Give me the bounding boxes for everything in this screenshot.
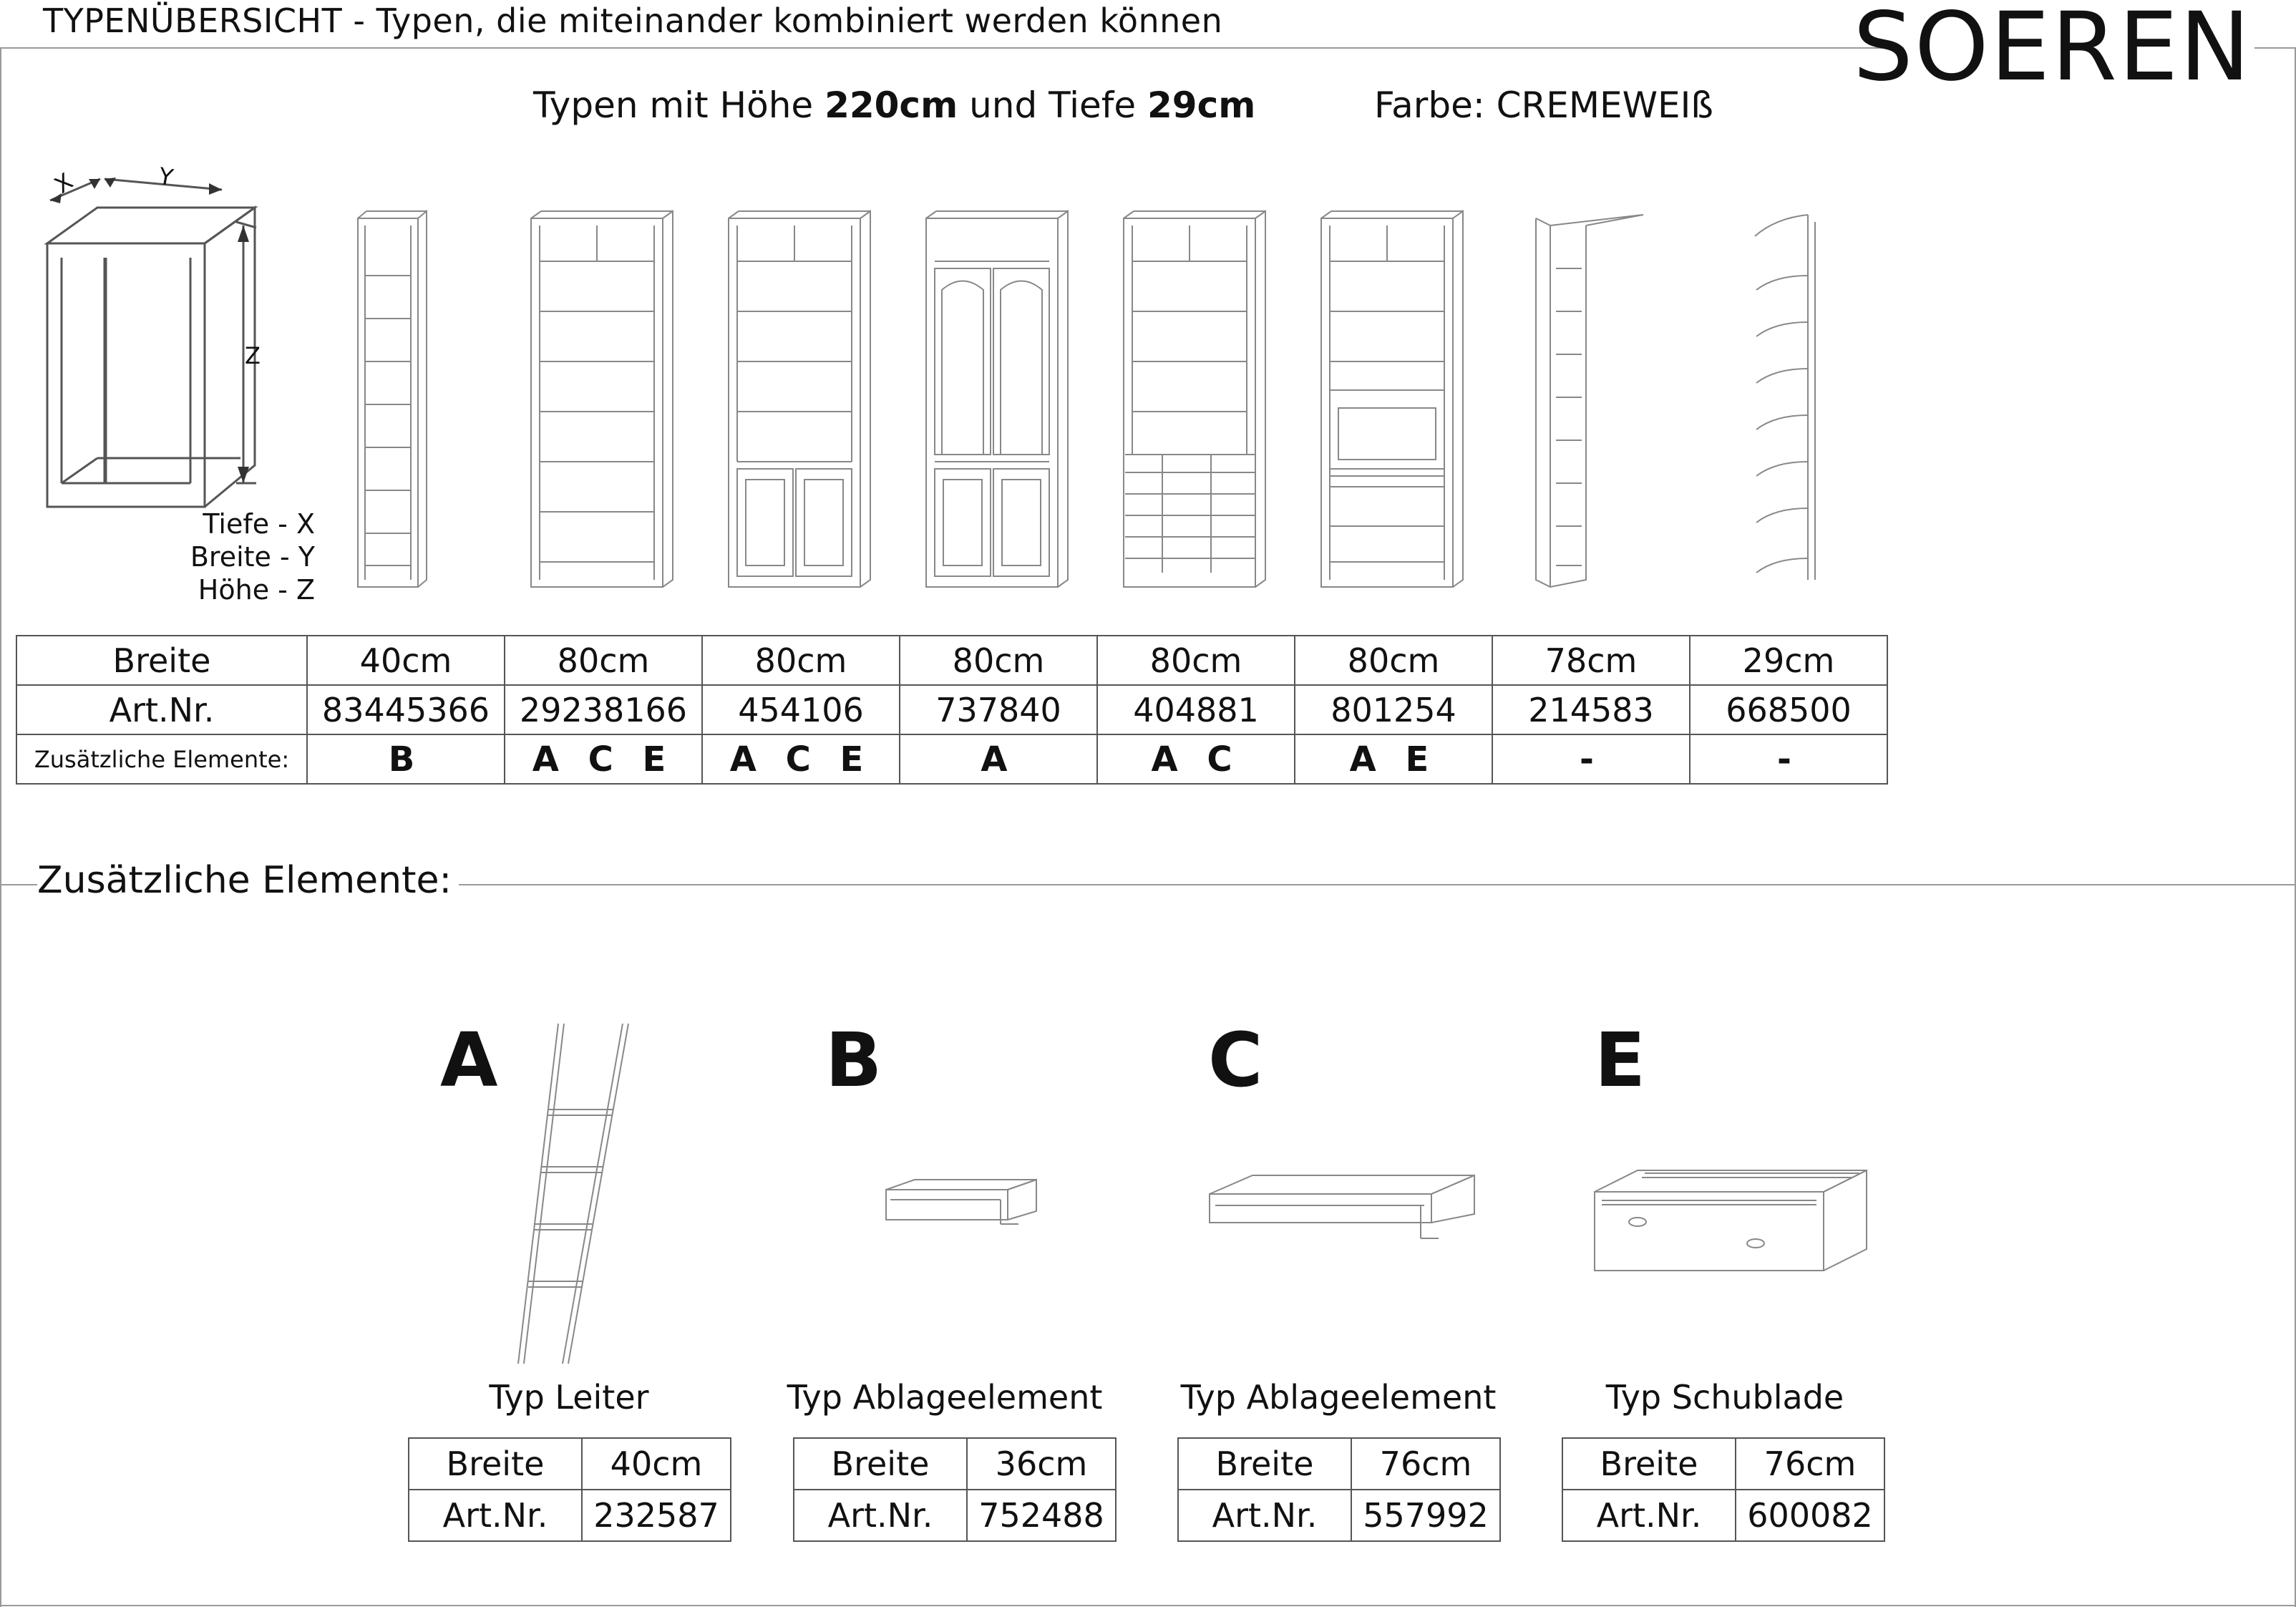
- type-label-c: Typ Ablageelement: [1180, 1378, 1497, 1417]
- table-row-width: [16, 636, 1887, 685]
- table-cell: 80cm: [702, 636, 900, 685]
- color-label: Farbe: CREMEWEIß: [1374, 84, 1713, 126]
- legend-width: Breite - Y: [190, 541, 315, 573]
- table-row: [794, 1490, 1116, 1541]
- table-row: [1562, 1490, 1884, 1541]
- table-cell: B: [307, 734, 505, 784]
- table-cell: 29238166: [505, 685, 702, 734]
- dimension-diagram: [29, 157, 272, 515]
- table-row: [1562, 1438, 1884, 1490]
- shelf-element-b-drawing: [879, 1174, 1051, 1238]
- cabinet-80cm-drawers-drawing: [1117, 204, 1274, 594]
- cabinet-80cm-open-drawing: [524, 204, 681, 594]
- table-cell: Art.Nr.: [1178, 1490, 1351, 1541]
- table-cell: Art.Nr.: [794, 1490, 967, 1541]
- type-label-b: Typ Ablageelement: [787, 1378, 1103, 1417]
- table-row: [794, 1438, 1116, 1490]
- brand-logo-text: SOEREN: [1853, 0, 2252, 102]
- dim-letter-y: Y: [156, 162, 175, 192]
- table-cell: 454106: [702, 685, 900, 734]
- table-row: [1178, 1490, 1500, 1541]
- table-cell: 600082: [1736, 1490, 1884, 1541]
- frame-bottom-line: [0, 1605, 2296, 1606]
- table-cell: A E: [1295, 734, 1492, 784]
- table-cell: Art.Nr.: [1562, 1490, 1736, 1541]
- table-cell: 78cm: [1492, 636, 1690, 685]
- table-cell: 232587: [582, 1490, 731, 1541]
- dim-letter-x: X: [49, 168, 78, 199]
- row-label-width: Breite: [16, 636, 307, 685]
- element-b-table: [793, 1437, 1117, 1542]
- table-cell: 76cm: [1351, 1438, 1500, 1490]
- dim-letter-z: Z: [245, 342, 261, 369]
- cabinet-29cm-end-drawing: [1746, 204, 1832, 594]
- subtitle-depth: 29cm: [1147, 84, 1256, 126]
- table-cell: 40cm: [307, 636, 505, 685]
- main-table: [16, 635, 1888, 785]
- table-cell: 80cm: [900, 636, 1097, 685]
- element-e-table: [1562, 1437, 1885, 1542]
- element-a-table: [408, 1437, 731, 1542]
- type-label-a: Typ Leiter: [489, 1378, 649, 1417]
- element-letter-b: B: [825, 1016, 882, 1104]
- section-title: Zusätzliche Elemente:: [37, 859, 459, 902]
- row-label-art: Art.Nr.: [16, 685, 307, 734]
- frame-top-line: [0, 47, 1904, 49]
- element-letter-e: E: [1595, 1016, 1646, 1104]
- table-cell: 83445366: [307, 685, 505, 734]
- table-cell: 80cm: [1295, 636, 1492, 685]
- table-cell: 668500: [1690, 685, 1887, 734]
- subtitle-prefix: Typen mit Höhe: [533, 84, 825, 126]
- page-title: TYPENÜBERSICHT - Typen, die miteinander kombiniert werden können: [43, 1, 1223, 40]
- table-cell: -: [1492, 734, 1690, 784]
- table-row: [1178, 1438, 1500, 1490]
- table-cell: Breite: [1178, 1438, 1351, 1490]
- cabinet-40cm-drawing: [351, 204, 437, 594]
- table-cell: Breite: [794, 1438, 967, 1490]
- table-cell: 801254: [1295, 685, 1492, 734]
- table-row-elements: [16, 734, 1887, 784]
- subtitle-middle: und Tiefe: [958, 84, 1147, 126]
- ladder-drawing: [508, 1020, 637, 1367]
- row-label-elements: Zusätzliche Elemente:: [16, 734, 307, 784]
- shelf-element-c-drawing: [1202, 1167, 1482, 1246]
- table-cell: -: [1690, 734, 1887, 784]
- frame-left-line: [0, 47, 1, 1607]
- table-row-art: [16, 685, 1887, 734]
- table-cell: 29cm: [1690, 636, 1887, 685]
- element-letter-c: C: [1208, 1016, 1263, 1104]
- element-letter-a: A: [440, 1016, 498, 1104]
- table-cell: 214583: [1492, 685, 1690, 734]
- table-cell: A C: [1097, 734, 1295, 784]
- table-cell: Art.Nr.: [409, 1490, 582, 1541]
- element-c-table: [1177, 1437, 1501, 1542]
- table-cell: 80cm: [1097, 636, 1295, 685]
- table-cell: A C E: [702, 734, 900, 784]
- cabinet-80cm-drawer-drawing: [1314, 204, 1472, 594]
- table-cell: 80cm: [505, 636, 702, 685]
- table-cell: Breite: [409, 1438, 582, 1490]
- legend-depth: Tiefe - X: [203, 508, 315, 540]
- table-row: [409, 1490, 731, 1541]
- table-cell: 36cm: [967, 1438, 1116, 1490]
- table-cell: 557992: [1351, 1490, 1500, 1541]
- table-cell: Breite: [1562, 1438, 1736, 1490]
- type-label-e: Typ Schublade: [1605, 1378, 1844, 1417]
- cabinet-80cm-doors-drawing: [721, 204, 879, 594]
- table-row: [409, 1438, 731, 1490]
- drawer-element-e-drawing: [1587, 1163, 1874, 1285]
- frame-top-right-line: [2254, 47, 2296, 49]
- legend-height: Höhe - Z: [198, 574, 315, 606]
- table-cell: 752488: [967, 1490, 1116, 1541]
- table-cell: 40cm: [582, 1438, 731, 1490]
- cabinet-80cm-vitrine-drawing: [919, 204, 1076, 594]
- cabinet-78cm-corner-drawing: [1529, 204, 1658, 594]
- table-cell: A: [900, 734, 1097, 784]
- table-cell: 76cm: [1736, 1438, 1884, 1490]
- table-cell: 737840: [900, 685, 1097, 734]
- table-cell: 404881: [1097, 685, 1295, 734]
- subtitle-height: 220cm: [824, 84, 958, 126]
- subtitle: [533, 84, 1255, 126]
- table-cell: A C E: [505, 734, 702, 784]
